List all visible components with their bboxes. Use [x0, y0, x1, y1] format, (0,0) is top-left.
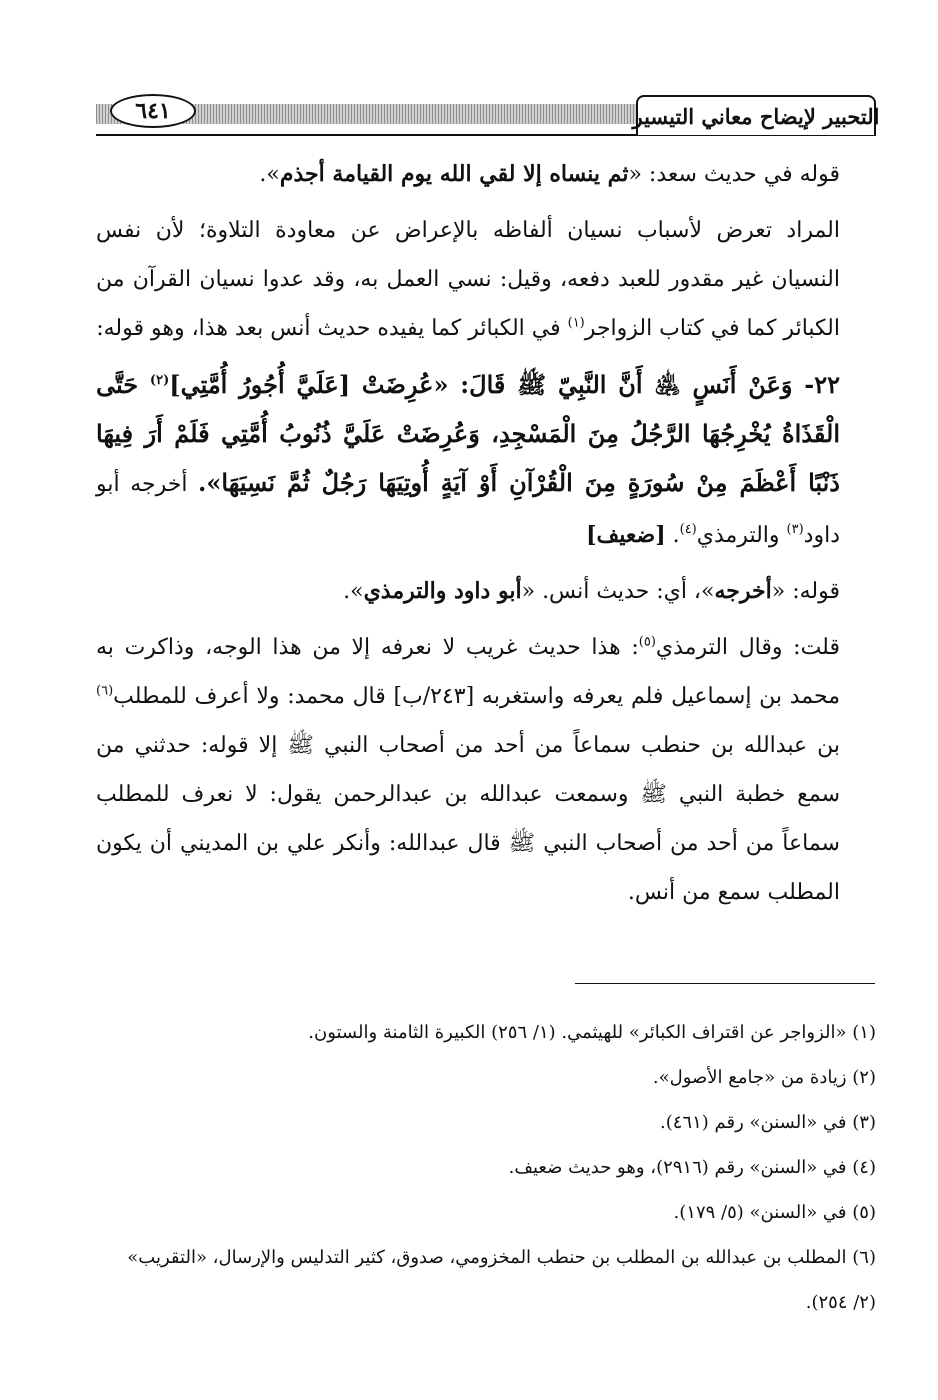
footnote-5: (٥) في «السنن» (٥/ ١٧٩).: [673, 1202, 876, 1223]
footnote-1: (١) «الزواجر عن اقتراف الكبائر» للهيثمي. (١/ ٢٥٦) الكبيرة الثامنة والستون.: [308, 1022, 876, 1043]
footnote-4: (٤) في «السنن» رقم (٢٩١٦)، وهو حديث ضعيف.: [508, 1157, 876, 1178]
hadith-22: ٢٢- وَعَنْ أَنَسٍ ﵁ أَنَّ النَّبِيّ ﷺ قَالَ: «عُرِضَتْ [عَلَيَّ أُجُورُ أُمَّتِي]$^{(٢)}$ حَتَّى الْقَذَاةُ يُخْرِجُهَا الرَّجُلُ مِنَ الْمَسْجِدِ، وَعُرِضَتْ عَلَيَّ ذُنُوبُ أُمَّتِي فَلَمْ أَرَ فِيهَا ذَنْبًا أَعْظَمَ مِنْ سُورَةٍ مِنَ الْقُرْآنِ أَوْ آيَةٍ أُوتِيَهَا رَجُلٌ ثُمَّ نَسِيَهَا». أخرجه أبو داود$^{(٣)}$ والترمذي$^{(٤)}$. [ضعيف]: [96, 370, 841, 548]
footnote-ref-1: (١): [567, 315, 585, 331]
footnote-ref-3: (٣): [786, 522, 804, 537]
book-title: التحبير لإيضاح معاني التيسير: [636, 95, 876, 135]
footnote-ref-4: (٤): [679, 522, 697, 537]
footnote-separator: [575, 983, 875, 984]
footnote-ref-6: (٦): [96, 683, 114, 699]
main-text: [96, 150, 876, 924]
footnote-ref-2: (٢): [149, 373, 170, 388]
footnote-3: (٣) في «السنن» رقم (٤٦١).: [660, 1112, 876, 1133]
quoted-phrase: ثم ينساه إلا لقي الله يوم القيامة أجذم: [279, 161, 629, 187]
grade-label: [ضعيف]: [586, 522, 666, 548]
running-header: [96, 90, 880, 146]
footnote-6-continuation: (٢/ ٢٥٤).: [805, 1292, 876, 1313]
paragraph-tirmidhi-note: قلت: وقال الترمذي$^{(٥)}$: هذا حديث غريب لا نعرفه إلا من هذا الوجه، وذاكرت به محمد بن إسماعيل فلم يعرفه واستغربه [٢٤٣/ب] قال محمد: ولا أعرف للمطلب$^{(٦)}$ بن عبدالله بن حنطب سماعاً من أحد من أصحاب النبي ﷺ إلا قوله: حدثني من سمع خطبة النبي ﷺ وسمعت عبدالله بن عبدالرحمن يقول: لا نعرف للمطلب سماعاً من أحد من أصحاب النبي ﷺ قال عبدالله: وأنكر علي بن المديني أن يكون المطلب سمع من أنس.: [96, 634, 840, 905]
paragraph-saad-hadith: قوله في حديث سعد: «ثم ينساه إلا لقي الله يوم القيامة أجذم».: [259, 161, 840, 187]
page-number: ٦٤١: [110, 94, 196, 128]
footnotes: [96, 1010, 876, 1325]
paragraph-commentary: قوله: «أخرجه»، أي: حديث أنس. «أبو داود والترمذي».: [343, 578, 840, 604]
footnote-6: (٦) المطلب بن عبدالله بن المطلب بن حنطب المخزومي، صدوق، كثير التدليس والإرسال، «التقريب»: [127, 1247, 876, 1268]
footnote-2: (٢) زيادة من «جامع الأصول».: [652, 1067, 876, 1088]
paragraph-explanation: المراد تعرض لأسباب نسيان ألفاظه بالإعراض عن معاودة التلاوة؛ لأن نفس النسيان غير مقدور للعبد دفعه، وقيل: نسي العمل به، وقد عدوا نسيان القرآن من الكبائر كما في كتاب الزواجر$^{(١)}$ في الكبائر كما يفيده حديث أنس بعد هذا، وهو قوله:: [96, 218, 840, 341]
footnote-ref-5: (٥): [638, 634, 656, 650]
